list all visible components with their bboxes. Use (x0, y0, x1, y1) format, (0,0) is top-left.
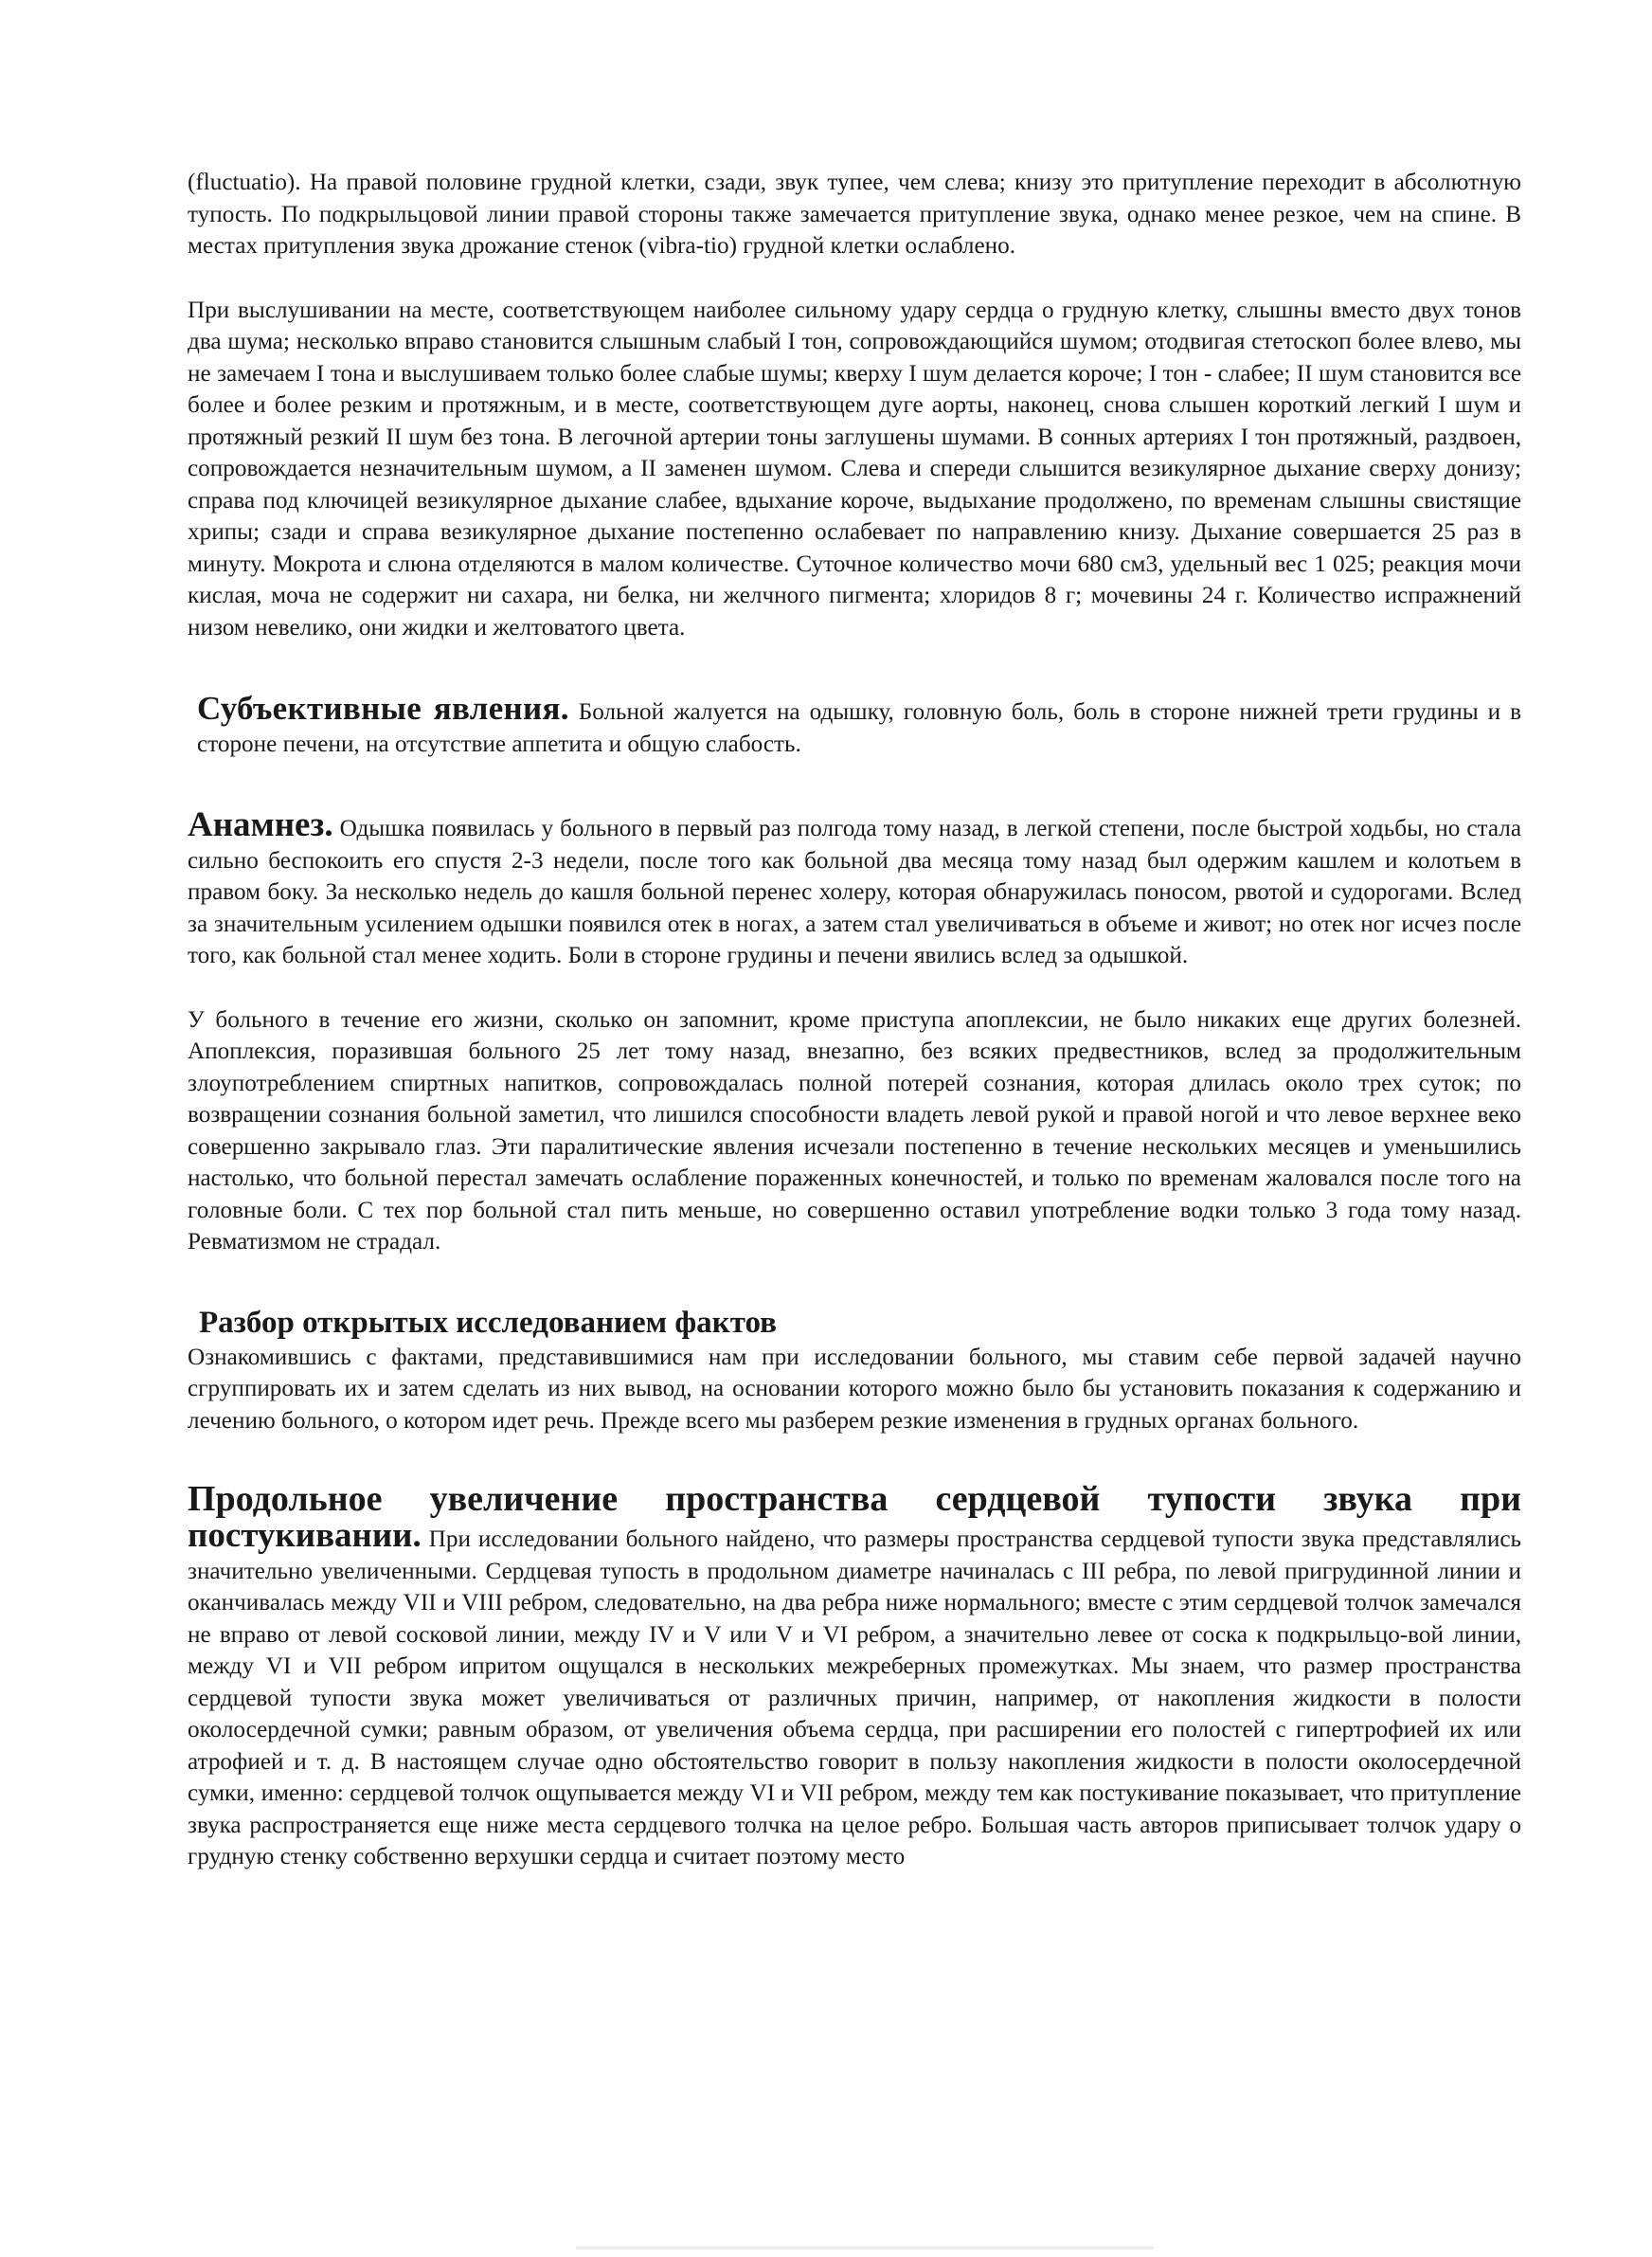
anamnesis-heading: Анамнез. (188, 805, 333, 844)
paragraph-fluctuatio: (fluctuatio). На правой половине грудной клетки, сзади, звук тупее, чем слева; книзу это притупление переходит в абсолютную тупость. По подкрыльцовой линии правой стороны также замечается притупление звука, однако менее резкое, чем на спине. В местах притупления звука дрожание стенок (vibra-tio) грудной клетки ослаблено. (188, 170, 1521, 259)
subjective-heading: Субъективные явления (197, 690, 561, 727)
subjective-text: Больной жалуется на одышку, головную боль, боль в стороне нижней трети грудины и в стороне печени, на отсутствие аппетита и общую слабость. (197, 699, 1521, 757)
paragraph-dullness (188, 1516, 1521, 1873)
paragraph-anamnesis (188, 805, 1521, 972)
dullness-heading: Продольное увеличение пространства сердцевой тупости звука при (188, 1479, 1521, 1519)
page-bottom-edge (576, 2247, 1154, 2249)
paragraph-history: У больного в течение его жизни, сколько он запомнит, кроме приступа апоплексии, не было никаких еще других болезней. Апоплексия, поразившая больного 25 лет тому назад, внезапно, без всяких предвестников, вслед за продолжительным злоупотреблением спиртных напитков, сопровождалась полной потерей сознания, которая длилась около трех суток; по возвращении сознания больной заметил, что лишился способности владеть левой рукой и правой ногой и что левое верхнее веко совершенно закрывало глаз. Эти паралитические явления исчезали постепенно в течение нескольких месяцев и уменьшились настолько, что больной перестал замечать ослабление пораженных конечностей, и только по временам жаловался после того на головные боли. С тех пор больной стал пить меньше, но совершенно оставил употребление водки только 3 года тому назад. Ревматизмом не страдал. (188, 1006, 1521, 1255)
paragraph-subjective (188, 690, 1521, 760)
paragraph-analysis: Ознакомившись с фактами, представившимися нам при исследовании больного, мы ставим себе первой задачей научно сгруппировать их и затем сделать из них вывод, на основании которого можно было бы установить показания к содержанию и лечению больного, о котором идет речь. Прежде всего мы разберем резкие изменения в грудных органах больного. (188, 1344, 1521, 1434)
subjective-heading-dot: . (560, 690, 569, 727)
dullness-heading-continued: постукивании. (188, 1516, 422, 1555)
dullness-text: При исследовании больного найдено, что размеры пространства сердцевой тупости звука представлялись значительно увеличенными. Сердцевая тупость в продольном диаметре начиналась с III ребра, по левой пригрудинной линии и оканчивалась между VII и VIII ребром, следовательно, на два ребра ниже нормального; вместе с этим сердцевой толчок замечался не вправо от левой сосковой линии, между IV и V или V и VI ребром, а значительно левее от соска к подкрыльцо-вой линии, между VI и VII ребром ипритом ощущался в нескольких межреберных промежутках. Мы знаем, что размер пространства сердцевой тупости звука может увеличиваться от различных причин, например, от накопления жидкости в полости околосердечной сумки; равным образом, от увеличения объема сердца, при расширении его полостей с гипертрофией их или атрофией и т. д. В настоящем случае одно обстоятельство говорит в пользу накопления жидкости в полости околосердечной сумки, именно: сердцевой толчок ощупывается между VI и VII ребром, между тем как постукивание показывает, что притупление звука распространяется еще ниже места сердцевого толчка на целое ребро. Большая часть авторов приписывает толчок удару о грудную стенку собственно верхушки сердца и считает поэтому место (188, 1526, 1521, 1869)
analysis-heading: Разбор открытых исследованием фактов (199, 1305, 777, 1340)
paragraph-auscultation: При выслушивании на месте, соответствующем наиболее сильному удару сердца о грудную клетку, слышны вместо двух тонов два шума; несколько вправо становится слышным слабый I тон, сопровождающийся шумом; отодвигая стетоскоп более влево, мы не замечаем I тона и выслушиваем только более слабые шумы; кверху I шум делается короче; I тон - слабее; II шум становится все более и более резким и протяжным, и в месте, соответствующем дуге аорты, наконец, снова слышен короткий легкий I шум и протяжный резкий II шум без тона. В легочной артерии тоны заглушены шумами. В сонных артериях I тон протяжный, раздвоен, сопровождается незначительным шумом, а II заменен шумом. Слева и спереди слышится везикулярное дыхание сверху донизу; справа под ключицей везикулярное дыхание слабее, вдыхание короче, выдыхание продолжено, по временам слышны свистящие хрипы; сзади и справа везикулярное дыхание постепенно ослабевает по направлению книзу. Дыхание совершается 25 раз в минуту. Мокрота и слюна отделяются в малом количестве. Суточное количество мочи 680 см3, удельный вес 1 025; реакция мочи кислая, моча не содержит ни сахара, ни белка, ни желчного пигмента; хлоридов 8 г; мочевины 24 г. Количество испражнений низом невелико, они жидки и желтоватого цвета. (188, 297, 1521, 641)
anamnesis-text: Одышка появилась у больного в первый раз полгода тому назад, в легкой степени, после быстрой ходьбы, но стала сильно беспокоить его спустя 2-3 недели, после того как больной два месяца тому назад был одержим кашлем и колотьем в правом боку. За несколько недель до кашля больной перенес холеру, которая обнаружилась поносом, рвотой и судорогами. Вслед за значительным усилением одышки появился отек в ногах, а затем стал увеличиваться в объеме и живот; но отек ног исчез после того, как больной стал менее ходить. Боли в стороне грудины и печени явились вслед за одышкой. (188, 816, 1521, 968)
document-page (188, 167, 1521, 1873)
